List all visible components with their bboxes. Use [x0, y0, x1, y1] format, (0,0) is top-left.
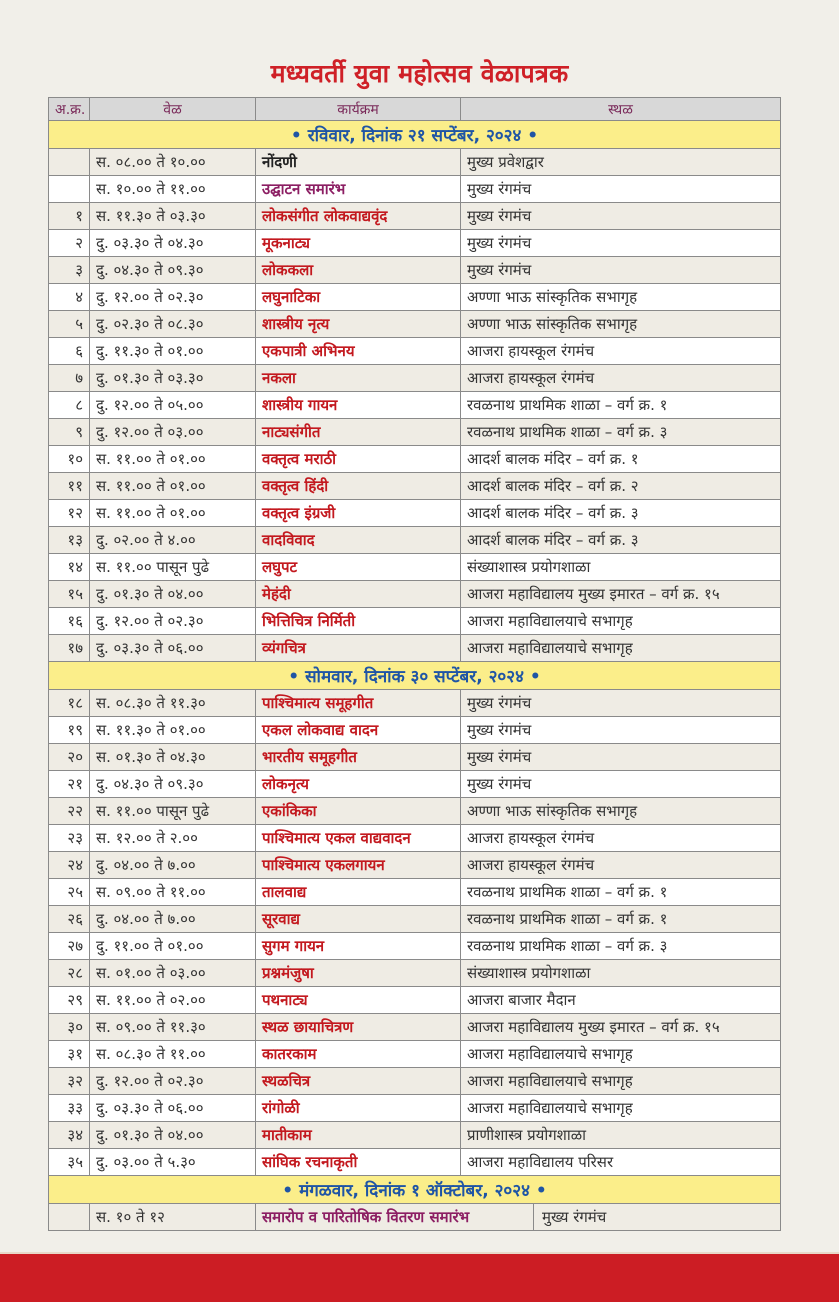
event-name: नाट्यसंगीत: [256, 419, 461, 446]
venue-name: मुख्य रंगमंच: [461, 176, 781, 203]
event-name: भित्तिचित्र निर्मिती: [256, 608, 461, 635]
time-cell: दु. १२.०० ते ०२.३०: [90, 284, 256, 311]
event-name: लोकनृत्य: [256, 771, 461, 798]
event-name: व्यंगचित्र: [256, 635, 461, 662]
time-cell: दु. ०२.३० ते ०८.३०: [90, 311, 256, 338]
time-cell: स. ०९.०० ते ११.००: [90, 879, 256, 906]
time-cell: दु. १२.०० ते ०२.३०: [90, 608, 256, 635]
serial-number: २४: [49, 852, 90, 879]
event-venue-cell: [256, 1204, 781, 1231]
serial-number: ८: [49, 392, 90, 419]
event-name: एकपात्री अभिनय: [256, 338, 461, 365]
event-name: मूकनाट्य: [256, 230, 461, 257]
time-cell: दु. ०१.३० ते ०४.००: [90, 581, 256, 608]
col-header-venue: स्थळ: [461, 98, 781, 121]
time-cell: स. ११.०० पासून पुढे: [90, 554, 256, 581]
event-name: शास्त्रीय नृत्य: [256, 311, 461, 338]
table-row: [49, 717, 781, 744]
venue-name: मुख्य प्रवेशद्वार: [461, 149, 781, 176]
venue-name: अण्णा भाऊ सांस्कृतिक सभागृह: [461, 311, 781, 338]
table-row: [49, 1014, 781, 1041]
venue-name: मुख्य रंगमंच: [461, 690, 781, 717]
time-cell: दु. ०३.३० ते ०६.००: [90, 635, 256, 662]
event-name: एकल लोकवाद्य वादन: [256, 717, 461, 744]
event-name: लघुनाटिका: [256, 284, 461, 311]
venue-name: संख्याशास्त्र प्रयोगशाळा: [461, 960, 781, 987]
event-name: वादविवाद: [256, 527, 461, 554]
serial-number: २: [49, 230, 90, 257]
venue-name: आजरा महाविद्यालयाचे सभागृह: [461, 1095, 781, 1122]
time-cell: दु. ११.०० ते ०१.००: [90, 933, 256, 960]
time-cell: दु. ०१.३० ते ०३.३०: [90, 365, 256, 392]
event-name: लोकसंगीत लोकवाद्यवृंद: [256, 203, 461, 230]
table-row: [49, 987, 781, 1014]
venue-name: आदर्श बालक मंदिर – वर्ग क्र. ३: [461, 527, 781, 554]
event-name: भारतीय समूहगीत: [256, 744, 461, 771]
event-name: प्रश्नमंजुषा: [256, 960, 461, 987]
table-row: [49, 149, 781, 176]
day-header-row: [49, 1176, 781, 1204]
time-cell: दु. ०३.३० ते ०६.००: [90, 1095, 256, 1122]
serial-number: ४: [49, 284, 90, 311]
venue-name: आजरा हायस्कूल रंगमंच: [461, 338, 781, 365]
table-row: [49, 554, 781, 581]
time-cell: दु. ०१.३० ते ०४.००: [90, 1122, 256, 1149]
time-cell: दु. ०३.०० ते ५.३०: [90, 1149, 256, 1176]
venue-name: अण्णा भाऊ सांस्कृतिक सभागृह: [461, 798, 781, 825]
table-row: [49, 446, 781, 473]
event-name: मेहंदी: [256, 581, 461, 608]
table-row: [49, 473, 781, 500]
serial-number: [49, 1204, 90, 1231]
table-row: [49, 1041, 781, 1068]
table-row: [49, 906, 781, 933]
time-cell: दु. ११.३० ते ०१.००: [90, 338, 256, 365]
serial-number: २५: [49, 879, 90, 906]
venue-name: मुख्य रंगमंच: [461, 230, 781, 257]
venue-name: आजरा हायस्कूल रंगमंच: [461, 852, 781, 879]
table-row: [49, 798, 781, 825]
table-row: [49, 1122, 781, 1149]
serial-number: ३०: [49, 1014, 90, 1041]
serial-number: ९: [49, 419, 90, 446]
serial-number: ५: [49, 311, 90, 338]
time-cell: स. ११.०० ते ०२.००: [90, 987, 256, 1014]
col-header-time: वेळ: [90, 98, 256, 121]
venue-name: अण्णा भाऊ सांस्कृतिक सभागृह: [461, 284, 781, 311]
serial-number: १४: [49, 554, 90, 581]
table-row: [49, 527, 781, 554]
footer-band: [0, 1252, 839, 1302]
table-row: [49, 419, 781, 446]
time-cell: दु. ०४.०० ते ७.००: [90, 852, 256, 879]
serial-number: ३२: [49, 1068, 90, 1095]
day-header-row: [49, 121, 781, 149]
event-name: सूरवाद्य: [256, 906, 461, 933]
serial-number: २३: [49, 825, 90, 852]
time-cell: स. ०८.३० ते ११.३०: [90, 690, 256, 717]
venue-name: संख्याशास्त्र प्रयोगशाळा: [461, 554, 781, 581]
event-name: उद्घाटन समारंभ: [256, 176, 461, 203]
time-cell: दु. १२.०० ते ०३.००: [90, 419, 256, 446]
event-name: पाश्चिमात्य एकल वाद्यवादन: [256, 825, 461, 852]
venue-name: आदर्श बालक मंदिर – वर्ग क्र. ३: [461, 500, 781, 527]
table-row: [49, 581, 781, 608]
table-row: [49, 203, 781, 230]
table-row: [49, 635, 781, 662]
table-row: [49, 365, 781, 392]
event-name: तालवाद्य: [256, 879, 461, 906]
venue-name: प्राणीशास्त्र प्रयोगशाळा: [461, 1122, 781, 1149]
event-name: कातरकाम: [256, 1041, 461, 1068]
time-cell: स. १० ते १२: [90, 1204, 256, 1231]
serial-number: २०: [49, 744, 90, 771]
venue-name: रवळनाथ प्राथमिक शाळा – वर्ग क्र. १: [461, 906, 781, 933]
venue-name: मुख्य रंगमंच: [461, 717, 781, 744]
venue-name: मुख्य रंगमंच: [461, 257, 781, 284]
serial-number: १२: [49, 500, 90, 527]
time-cell: स. ०१.०० ते ०३.००: [90, 960, 256, 987]
day-label: • सोमवार, दिनांक ३० सप्टेंबर, २०२४ •: [49, 662, 781, 690]
schedule-table: [48, 97, 781, 1231]
event-name: नोंदणी: [256, 149, 461, 176]
event-name: सुगम गायन: [256, 933, 461, 960]
table-row: [49, 960, 781, 987]
table-row: [49, 176, 781, 203]
event-name: नकला: [256, 365, 461, 392]
table-row: [49, 690, 781, 717]
venue-name: आजरा महाविद्यालयाचे सभागृह: [461, 608, 781, 635]
time-cell: स. ११.३० ते ०१.००: [90, 717, 256, 744]
serial-number: २६: [49, 906, 90, 933]
event-name: पाश्चिमात्य एकलगायन: [256, 852, 461, 879]
time-cell: स. ०१.३० ते ०४.३०: [90, 744, 256, 771]
time-cell: स. ११.०० ते ०१.००: [90, 500, 256, 527]
serial-number: [49, 149, 90, 176]
venue-name: मुख्य रंगमंच: [461, 744, 781, 771]
time-cell: स. ०८.०० ते १०.००: [90, 149, 256, 176]
venue-name: मुख्य रंगमंच: [461, 203, 781, 230]
table-row: [49, 852, 781, 879]
serial-number: २७: [49, 933, 90, 960]
time-cell: स. १२.०० ते २.००: [90, 825, 256, 852]
serial-number: १५: [49, 581, 90, 608]
venue-name: आदर्श बालक मंदिर – वर्ग क्र. १: [461, 446, 781, 473]
table-row: [49, 257, 781, 284]
event-name: शास्त्रीय गायन: [256, 392, 461, 419]
schedule-body: [49, 121, 781, 1231]
col-header-serial: अ.क्र.: [49, 98, 90, 121]
time-cell: दु. ०४.३० ते ०९.३०: [90, 771, 256, 798]
time-cell: दु. ०४.३० ते ०९.३०: [90, 257, 256, 284]
serial-number: २१: [49, 771, 90, 798]
time-cell: दु. ०३.३० ते ०४.३०: [90, 230, 256, 257]
event-name: सांघिक रचनाकृती: [256, 1149, 461, 1176]
serial-number: ३४: [49, 1122, 90, 1149]
event-name: लघुपट: [256, 554, 461, 581]
time-cell: दु. ०२.०० ते ४.००: [90, 527, 256, 554]
venue-name: मुख्य रंगमंच: [542, 1208, 607, 1226]
time-cell: दु. १२.०० ते ०५.००: [90, 392, 256, 419]
day-header-row: [49, 662, 781, 690]
time-cell: स. ११.०० ते ०१.००: [90, 473, 256, 500]
table-row: [49, 1095, 781, 1122]
serial-number: ३५: [49, 1149, 90, 1176]
time-cell: दु. ०४.०० ते ७.००: [90, 906, 256, 933]
event-name: मातीकाम: [256, 1122, 461, 1149]
venue-name: आजरा महाविद्यालयाचे सभागृह: [461, 635, 781, 662]
event-name: स्थळ छायाचित्रण: [256, 1014, 461, 1041]
time-cell: स. ०८.३० ते ११.००: [90, 1041, 256, 1068]
table-row: [49, 500, 781, 527]
day-label: • रविवार, दिनांक २१ सप्टेंबर, २०२४ •: [49, 121, 781, 149]
event-name: एकांकिका: [256, 798, 461, 825]
serial-number: १३: [49, 527, 90, 554]
time-cell: स. ११.०० ते ०१.००: [90, 446, 256, 473]
event-name: पाश्चिमात्य समूहगीत: [256, 690, 461, 717]
venue-name: रवळनाथ प्राथमिक शाळा – वर्ग क्र. १: [461, 392, 781, 419]
venue-name: मुख्य रंगमंच: [461, 771, 781, 798]
venue-name: आजरा बाजार मैदान: [461, 987, 781, 1014]
event-name: वक्तृत्व हिंदी: [256, 473, 461, 500]
venue-name: रवळनाथ प्राथमिक शाळा – वर्ग क्र. ३: [461, 933, 781, 960]
table-row: [49, 1149, 781, 1176]
venue-name: आदर्श बालक मंदिर – वर्ग क्र. २: [461, 473, 781, 500]
header-row: [49, 98, 781, 121]
venue-name: आजरा महाविद्यालय मुख्य इमारत – वर्ग क्र. १५: [461, 581, 781, 608]
serial-number: १६: [49, 608, 90, 635]
venue-name: रवळनाथ प्राथमिक शाळा – वर्ग क्र. १: [461, 879, 781, 906]
table-row: [49, 284, 781, 311]
time-cell: स. ०९.०० ते ११.३०: [90, 1014, 256, 1041]
venue-name: आजरा महाविद्यालय परिसर: [461, 1149, 781, 1176]
table-row: [49, 338, 781, 365]
serial-number: १७: [49, 635, 90, 662]
serial-number: २९: [49, 987, 90, 1014]
venue-name: आजरा महाविद्यालयाचे सभागृह: [461, 1041, 781, 1068]
table-row: [49, 879, 781, 906]
table-row: [49, 1204, 781, 1231]
event-name: स्थळचित्र: [256, 1068, 461, 1095]
table-row: [49, 311, 781, 338]
event-name: रांगोळी: [256, 1095, 461, 1122]
time-cell: स. ११.०० पासून पुढे: [90, 798, 256, 825]
event-name: पथनाट्य: [256, 987, 461, 1014]
venue-name: आजरा महाविद्यालयाचे सभागृह: [461, 1068, 781, 1095]
venue-name: आजरा हायस्कूल रंगमंच: [461, 825, 781, 852]
time-cell: दु. १२.०० ते ०२.३०: [90, 1068, 256, 1095]
event-name: समारोप व पारितोषिक वितरण समारंभ: [262, 1204, 534, 1230]
serial-number: २२: [49, 798, 90, 825]
table-row: [49, 825, 781, 852]
serial-number: ६: [49, 338, 90, 365]
table-row: [49, 933, 781, 960]
day-label: • मंगळवार, दिनांक १ ऑक्टोबर, २०२४ •: [49, 1176, 781, 1204]
serial-number: [49, 176, 90, 203]
table-row: [49, 608, 781, 635]
serial-number: १: [49, 203, 90, 230]
table-row: [49, 744, 781, 771]
serial-number: ३: [49, 257, 90, 284]
serial-number: ७: [49, 365, 90, 392]
serial-number: ३१: [49, 1041, 90, 1068]
table-row: [49, 771, 781, 798]
serial-number: ३३: [49, 1095, 90, 1122]
event-name: वक्तृत्व इंग्रजी: [256, 500, 461, 527]
time-cell: स. १०.०० ते ११.००: [90, 176, 256, 203]
event-name: लोककला: [256, 257, 461, 284]
venue-name: आजरा हायस्कूल रंगमंच: [461, 365, 781, 392]
serial-number: १०: [49, 446, 90, 473]
time-cell: स. ११.३० ते ०३.३०: [90, 203, 256, 230]
serial-number: ११: [49, 473, 90, 500]
page-title: मध्यवर्ती युवा महोत्सव वेळापत्रक: [270, 59, 569, 88]
table-row: [49, 392, 781, 419]
table-row: [49, 230, 781, 257]
event-name: वक्तृत्व मराठी: [256, 446, 461, 473]
venue-name: रवळनाथ प्राथमिक शाळा – वर्ग क्र. ३: [461, 419, 781, 446]
col-header-event: कार्यक्रम: [256, 98, 461, 121]
table-row: [49, 1068, 781, 1095]
venue-name: आजरा महाविद्यालय मुख्य इमारत – वर्ग क्र. १५: [461, 1014, 781, 1041]
serial-number: १९: [49, 717, 90, 744]
serial-number: १८: [49, 690, 90, 717]
serial-number: २८: [49, 960, 90, 987]
